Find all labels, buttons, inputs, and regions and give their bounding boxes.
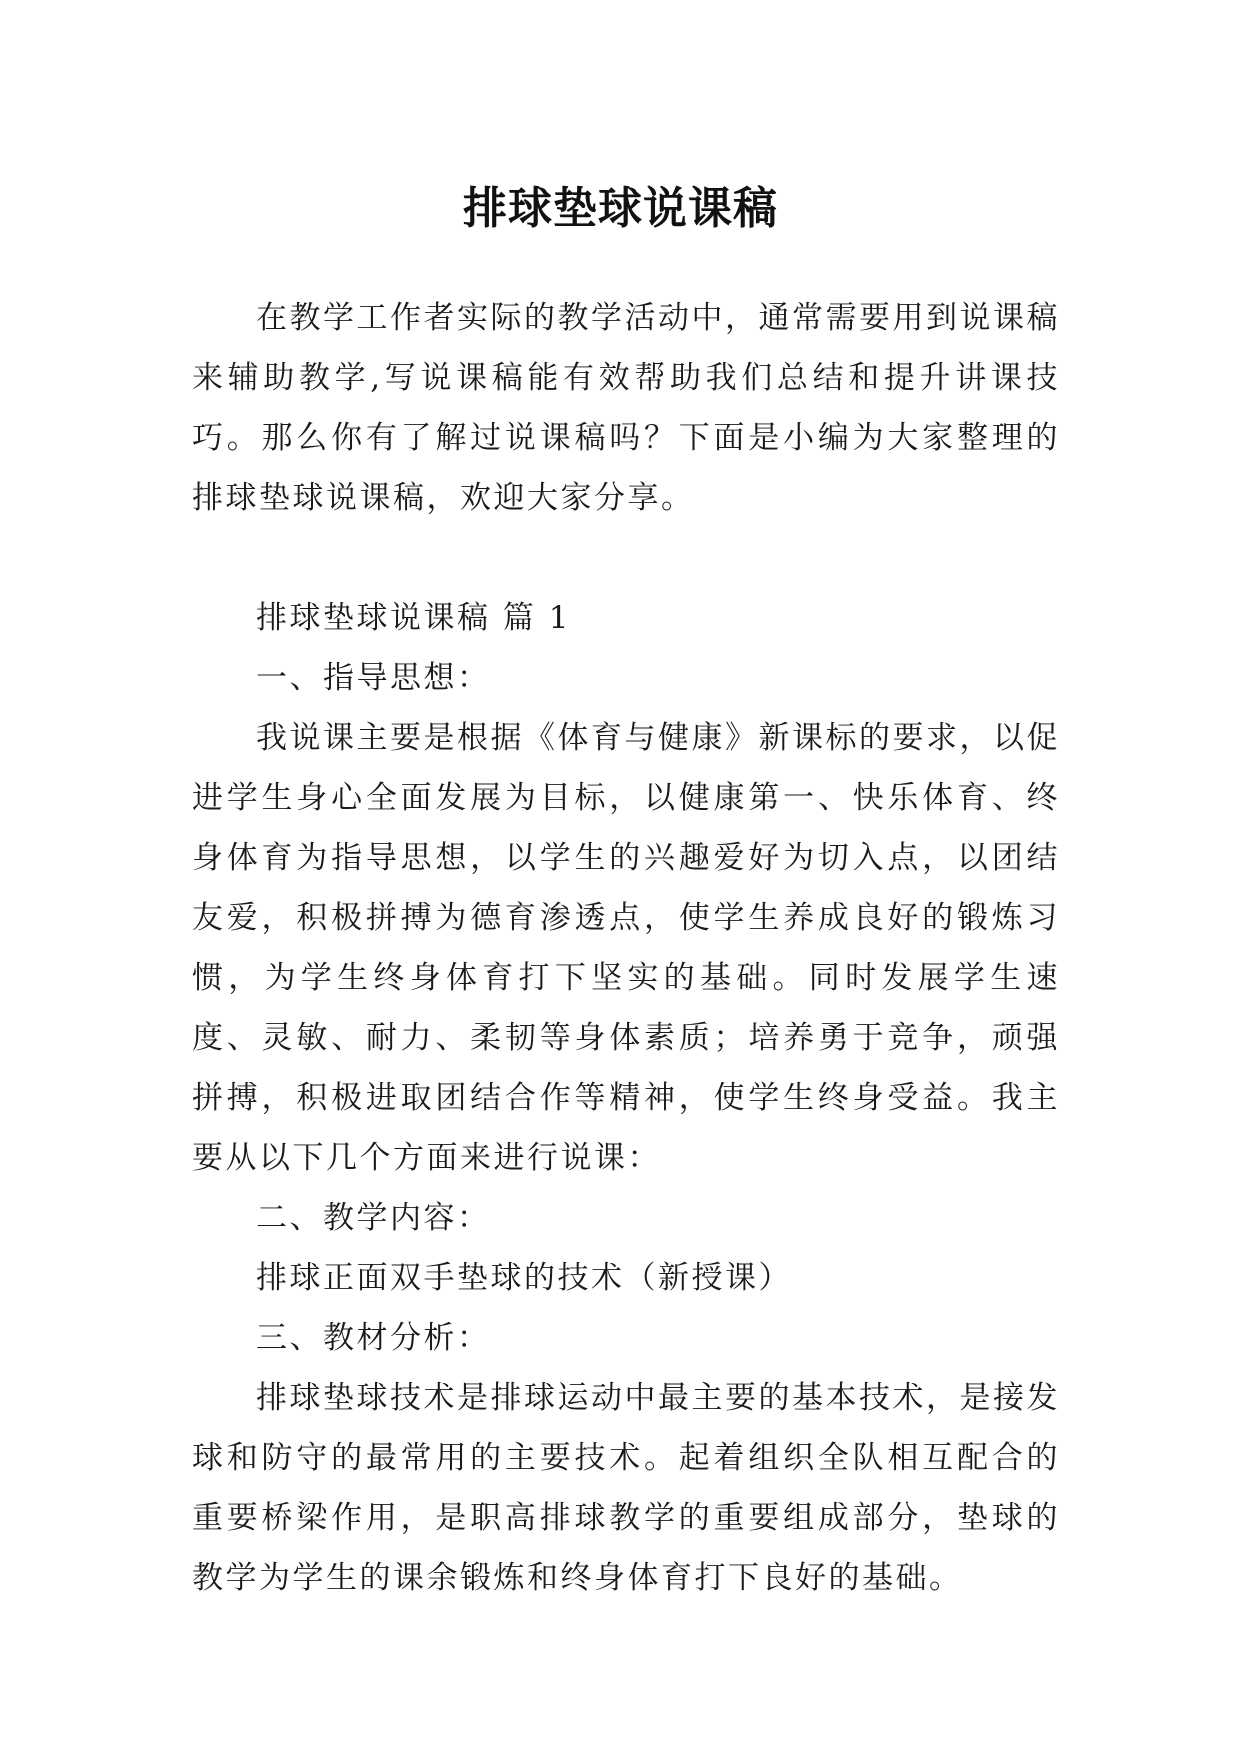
document-title: 排球垫球说课稿 bbox=[463, 183, 778, 235]
document-body bbox=[192, 288, 1060, 1608]
heading-guiding-ideology: 一、指导思想： bbox=[256, 660, 491, 696]
paragraph-spacer bbox=[192, 528, 1060, 588]
intro-paragraph: 在教学工作者实际的教学活动中，通常需要用到说课稿来辅助教学,写说课稿能有效帮助我们总结和提升讲课技巧。那么你有了解过说课稿吗？下面是小编为大家整理的排球垫球说课稿，欢迎大家分享。 bbox=[192, 300, 1060, 516]
section-heading: 排球垫球说课稿 篇 1 bbox=[256, 600, 571, 636]
heading-material-analysis: 三、教材分析： bbox=[256, 1320, 491, 1356]
paragraph-teaching-content: 排球正面双手垫球的技术（新授课） bbox=[256, 1260, 792, 1296]
paragraph-material-analysis: 排球垫球技术是排球运动中最主要的基本技术，是接发球和防守的最常用的主要技术。起着组织全队相互配合的重要桥梁作用，是职高排球教学的重要组成部分，垫球的教学为学生的课余锻炼和终身体育打下良好的基础。 bbox=[192, 1380, 1060, 1596]
paragraph-guiding-ideology: 我说课主要是根据《体育与健康》新课标的要求，以促进学生身心全面发展为目标，以健康第一、快乐体育、终身体育为指导思想，以学生的兴趣爱好为切入点，以团结友爱，积极拼搏为德育渗透点，使学生养成良好的锻炼习惯，为学生终身体育打下坚实的基础。同时发展学生速度、灵敏、耐力、柔韧等身体素质；培养勇于竞争，顽强拼搏，积极进取团结合作等精神，使学生终身受益。我主要从以下几个方面来进行说课： bbox=[192, 720, 1060, 1176]
heading-teaching-content: 二、教学内容： bbox=[256, 1200, 491, 1236]
